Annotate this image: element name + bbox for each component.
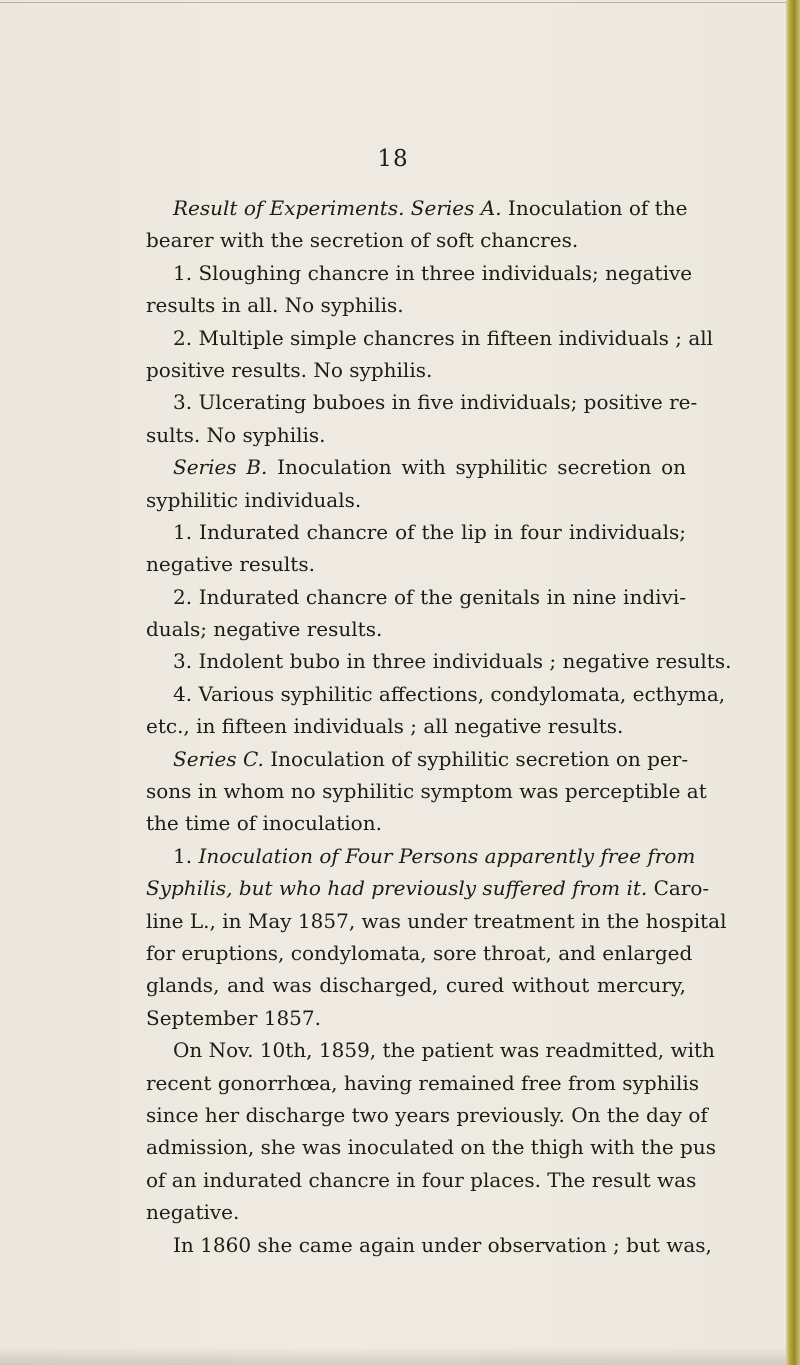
italic-text: Series B. [173, 455, 268, 480]
text-run: of an indurated chancre in four places. The result was [146, 1167, 697, 1192]
text-run: 3. Ulcerating buboes in five individuals; positive re- [173, 390, 698, 415]
text-line [146, 192, 686, 224]
text-line [146, 1196, 686, 1228]
text-line [146, 516, 686, 548]
text-run: 1. Sloughing chancre in three individuals; negative [173, 260, 693, 285]
text-line [146, 1229, 712, 1261]
text-line [146, 775, 707, 807]
text-run: Inoculation of the [501, 196, 688, 220]
page-top-edge [0, 2, 786, 3]
text-run: 1. Indurated chancre of the lip in four individuals; [173, 519, 686, 544]
text-run: duals; negative results. [146, 617, 383, 642]
text-run: In 1860 she came again under observation ; but was, [173, 1232, 712, 1257]
text-line [146, 354, 686, 386]
text-line [146, 451, 686, 483]
text-line [146, 743, 689, 775]
italic-text: Series C. [173, 746, 264, 771]
text-run: for eruptions, condylomata, sore throat, and enlarged [146, 940, 693, 965]
text-line [146, 645, 732, 677]
text-run: Caro- [647, 876, 710, 901]
text-line [146, 678, 726, 710]
text-run: since her discharge two years previously. On the day of [146, 1102, 708, 1127]
text-run: 2. Multiple simple chancres in fifteen individuals ; all [173, 325, 714, 350]
page-number: 18 [377, 146, 409, 172]
text-run: 4. Various syphilitic affections, condylomata, ecthyma, [173, 681, 726, 706]
text-run: 1. [173, 843, 199, 868]
text-line [146, 1034, 715, 1066]
text-run: negative results. [146, 552, 315, 577]
text-run: Inoculation of syphilitic secretion on per- [263, 746, 689, 771]
text-line [146, 905, 727, 937]
text-run: the time of inoculation. [146, 811, 382, 836]
text-run: 3. Indolent bubo in three individuals ; negative results. [173, 649, 732, 674]
text-run: Inoculation with syphilitic secretion on [267, 455, 686, 480]
page-bottom-shadow [0, 1347, 786, 1365]
text-line [146, 807, 686, 839]
text-run: bearer with the secretion of soft chancres. [146, 228, 579, 253]
text-line [146, 1002, 686, 1034]
text-line [146, 937, 693, 969]
text-run: etc., in fifteen individuals ; all negative results. [146, 714, 624, 739]
text-run: line L., in May 1857, was under treatment in the hospital [146, 908, 727, 933]
text-line [146, 840, 696, 872]
text-run: admission, she was inoculated on the thigh with the pus [146, 1135, 716, 1160]
text-run: sults. No syphilis. [146, 422, 326, 447]
italic-text: Syphilis, but who had previously suffered from it. [146, 876, 648, 901]
text-line [146, 1164, 697, 1196]
text-line [146, 224, 686, 256]
text-line [146, 872, 710, 904]
text-line [146, 613, 686, 645]
text-line [146, 581, 686, 613]
text-line [146, 322, 714, 354]
text-run: sons in whom no syphilitic symptom was perceptible at [146, 779, 707, 804]
text-line [146, 289, 686, 321]
text-run: recent gonorrhœa, having remained free from syphilis [146, 1070, 700, 1095]
text-run: positive results. No syphilis. [146, 357, 433, 382]
body-text [146, 192, 732, 1261]
text-line [146, 257, 693, 289]
text-line [146, 710, 686, 742]
text-line [146, 386, 698, 418]
text-line [146, 969, 686, 1001]
text-run: 2. Indurated chancre of the genitals in nine indivi- [173, 584, 686, 609]
text-run: negative. [146, 1200, 240, 1225]
text-line [146, 1099, 708, 1131]
text-run: glands, and was discharged, cured without mercury, [146, 973, 686, 998]
text-line [146, 484, 686, 516]
italic-text: Inoculation of Four Persons apparently free from [198, 843, 696, 868]
text-line [146, 419, 686, 451]
book-edge [786, 0, 800, 1365]
text-run: September 1857. [146, 1005, 321, 1030]
text-line [146, 548, 686, 580]
text-run: syphilitic individuals. [146, 487, 362, 512]
text-line [146, 1067, 700, 1099]
text-run: On Nov. 10th, 1859, the patient was readmitted, with [173, 1038, 715, 1063]
italic-text: Result of Experiments. Series A. [173, 196, 502, 220]
text-run: results in all. No syphilis. [146, 293, 404, 318]
text-line [146, 1131, 716, 1163]
